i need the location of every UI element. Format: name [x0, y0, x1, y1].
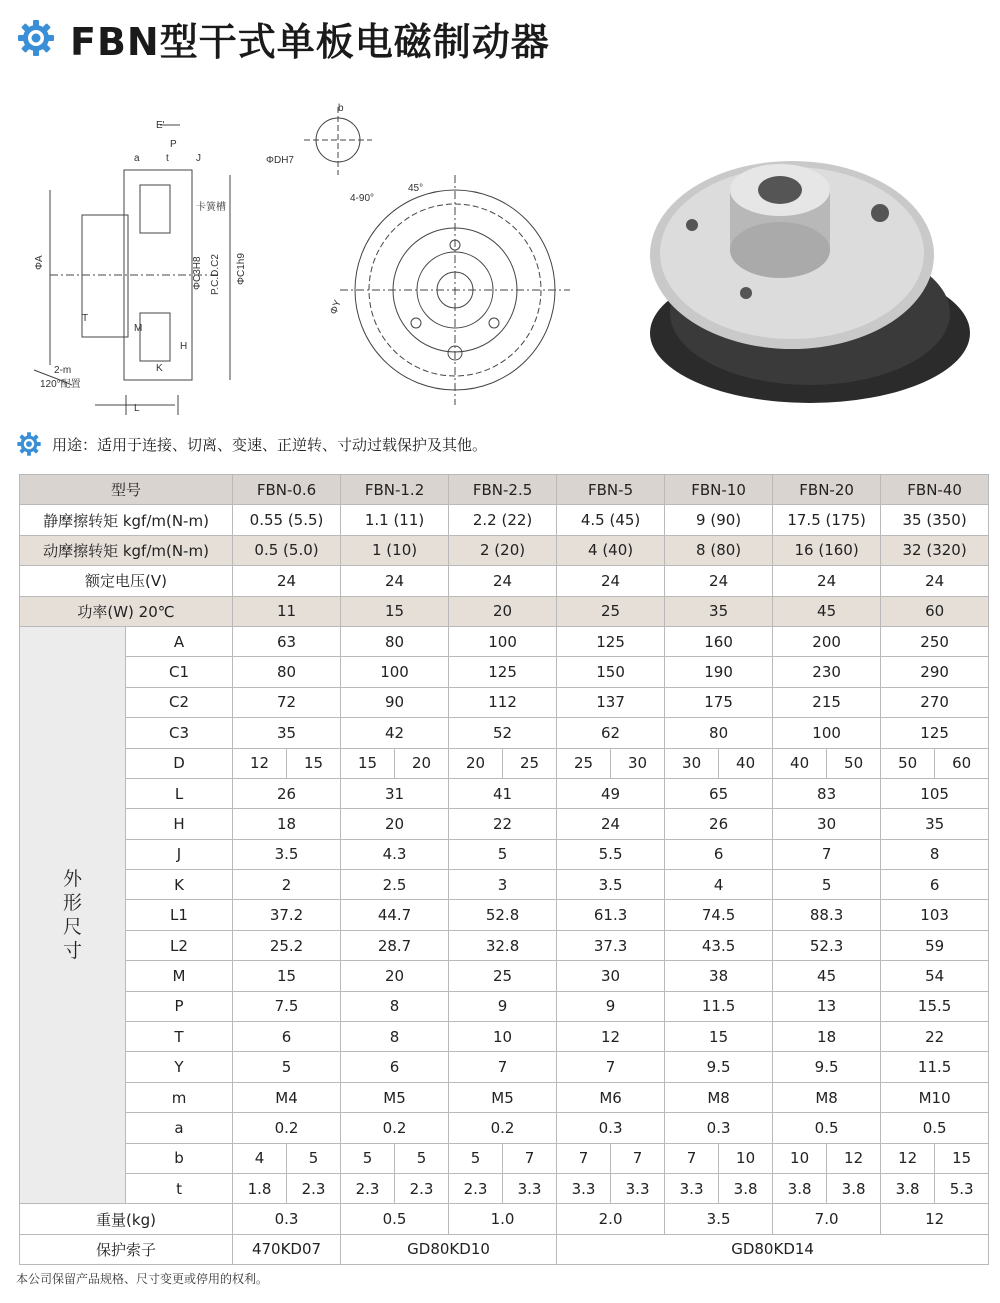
table-row	[20, 900, 989, 930]
dim-name-H: H	[126, 809, 233, 839]
cell-dim-Y-3: 7	[557, 1052, 665, 1082]
table-row	[20, 748, 989, 778]
table-row	[20, 1204, 989, 1234]
dim-name-C1: C1	[126, 657, 233, 687]
cell-dim-C3-3: 62	[557, 718, 665, 748]
cell-protector-2: GD80KD14	[557, 1234, 989, 1264]
cell-dim-C1-2: 125	[449, 657, 557, 687]
cell-dim-A-2: 100	[449, 626, 557, 656]
cell-dim-T-2: 10	[449, 1022, 557, 1052]
cell-dim-L1-4: 74.5	[665, 900, 773, 930]
cell-dim-D-13: 60	[935, 748, 989, 778]
table-row	[20, 870, 989, 900]
cell-dim-C3-0: 35	[233, 718, 341, 748]
row-label-static-torque: 静摩擦转矩 kgf/m(N-m)	[20, 505, 233, 535]
cell-dim-J-4: 6	[665, 839, 773, 869]
cell-dim-L-6: 105	[881, 778, 989, 808]
cell-dim-b-12: 12	[881, 1143, 935, 1173]
cell-dim-A-4: 160	[665, 626, 773, 656]
cell-dim-P-2: 9	[449, 991, 557, 1021]
cell-power-2: 20	[449, 596, 557, 626]
cell-dim-b-7: 7	[611, 1143, 665, 1173]
cell-dim-L-4: 65	[665, 778, 773, 808]
cell-dim-Y-6: 11.5	[881, 1052, 989, 1082]
cell-dim-T-1: 8	[341, 1022, 449, 1052]
cell-dim-Y-4: 9.5	[665, 1052, 773, 1082]
cell-dim-A-6: 250	[881, 626, 989, 656]
cell-dim-J-1: 4.3	[341, 839, 449, 869]
cell-dim-T-5: 18	[773, 1022, 881, 1052]
cell-dim-L2-6: 59	[881, 930, 989, 960]
cell-dim-H-3: 24	[557, 809, 665, 839]
row-label-dynamic-torque: 动摩擦转矩 kgf/m(N-m)	[20, 535, 233, 565]
cell-dim-K-5: 5	[773, 870, 881, 900]
cell-dim-P-5: 13	[773, 991, 881, 1021]
cell-dim-T-6: 22	[881, 1022, 989, 1052]
cell-dynamic-torque-4: 8 (80)	[665, 535, 773, 565]
cell-dim-t-4: 2.3	[449, 1173, 503, 1203]
table-row	[20, 1022, 989, 1052]
dim-name-a: a	[126, 1113, 233, 1143]
label-k-dim: K	[156, 363, 163, 374]
cell-dim-A-3: 125	[557, 626, 665, 656]
cell-dynamic-torque-1: 1 (10)	[341, 535, 449, 565]
cell-dim-m-4: M8	[665, 1082, 773, 1112]
dimensions-side-label: 外 形 尺 寸	[20, 626, 126, 1203]
cell-dim-H-5: 30	[773, 809, 881, 839]
cell-dim-t-11: 3.8	[827, 1173, 881, 1203]
table-row	[20, 1113, 989, 1143]
cell-dim-L-5: 83	[773, 778, 881, 808]
cell-dim-m-1: M5	[341, 1082, 449, 1112]
cell-dim-D-1: 15	[287, 748, 341, 778]
gear-icon	[16, 18, 56, 58]
dim-name-L1: L1	[126, 900, 233, 930]
cell-dynamic-torque-5: 16 (160)	[773, 535, 881, 565]
cell-dim-C1-4: 190	[665, 657, 773, 687]
cell-dim-C2-5: 215	[773, 687, 881, 717]
cell-dim-T-0: 6	[233, 1022, 341, 1052]
cell-dim-t-0: 1.8	[233, 1173, 287, 1203]
cell-voltage-6: 24	[881, 566, 989, 596]
cell-dim-C3-5: 100	[773, 718, 881, 748]
cell-dim-L-3: 49	[557, 778, 665, 808]
label-j: J	[196, 153, 201, 164]
table-row	[20, 596, 989, 626]
dim-name-M: M	[126, 961, 233, 991]
table-row	[20, 961, 989, 991]
cell-dim-L-1: 31	[341, 778, 449, 808]
cell-dynamic-torque-6: 32 (320)	[881, 535, 989, 565]
dim-name-K: K	[126, 870, 233, 900]
page-title: FBN型干式单板电磁制动器	[70, 19, 550, 64]
label-l-dim: L	[134, 403, 140, 414]
table-row	[20, 505, 989, 535]
cell-dim-L-2: 41	[449, 778, 557, 808]
cell-dim-L-0: 26	[233, 778, 341, 808]
cell-dim-L2-0: 25.2	[233, 930, 341, 960]
cell-dim-P-6: 15.5	[881, 991, 989, 1021]
cell-dim-L1-2: 52.8	[449, 900, 557, 930]
cell-dim-C2-6: 270	[881, 687, 989, 717]
header-model-6: FBN-40	[881, 475, 989, 505]
cell-dim-M-0: 15	[233, 961, 341, 991]
cell-dim-L2-4: 43.5	[665, 930, 773, 960]
cell-dim-H-1: 20	[341, 809, 449, 839]
cell-dim-Y-1: 6	[341, 1052, 449, 1082]
cell-voltage-0: 24	[233, 566, 341, 596]
table-row	[20, 1052, 989, 1082]
cell-dim-J-5: 7	[773, 839, 881, 869]
cell-dim-D-8: 30	[665, 748, 719, 778]
table-row	[20, 930, 989, 960]
side-view-labels	[34, 120, 247, 414]
figure-area	[30, 95, 980, 415]
cell-dim-L1-6: 103	[881, 900, 989, 930]
label-2m: 2-m	[54, 365, 72, 376]
cell-dim-D-6: 25	[557, 748, 611, 778]
cell-dim-a-0: 0.2	[233, 1113, 341, 1143]
cell-dim-J-3: 5.5	[557, 839, 665, 869]
label-b: b	[338, 103, 344, 114]
cell-dim-D-7: 30	[611, 748, 665, 778]
cell-dim-P-3: 9	[557, 991, 665, 1021]
table-row	[20, 809, 989, 839]
cell-dim-t-8: 3.3	[665, 1173, 719, 1203]
cell-weight-2: 1.0	[449, 1204, 557, 1234]
cell-dim-C1-6: 290	[881, 657, 989, 687]
cell-dim-Y-5: 9.5	[773, 1052, 881, 1082]
cell-dim-K-0: 2	[233, 870, 341, 900]
cell-dim-a-3: 0.3	[557, 1113, 665, 1143]
cell-dim-K-3: 3.5	[557, 870, 665, 900]
cell-dim-t-3: 2.3	[395, 1173, 449, 1203]
cell-dim-M-1: 20	[341, 961, 449, 991]
dim-name-A: A	[126, 626, 233, 656]
cell-dim-L1-3: 61.3	[557, 900, 665, 930]
table-header-row	[20, 475, 989, 505]
cell-dim-C3-1: 42	[341, 718, 449, 748]
cell-dim-a-5: 0.5	[773, 1113, 881, 1143]
cell-dim-t-6: 3.3	[557, 1173, 611, 1203]
cell-dim-C2-1: 90	[341, 687, 449, 717]
table-row	[20, 1234, 989, 1264]
row-label-power: 功率(W) 20℃	[20, 596, 233, 626]
header-model-2: FBN-2.5	[449, 475, 557, 505]
cell-dim-b-3: 5	[395, 1143, 449, 1173]
header-model-1: FBN-1.2	[341, 475, 449, 505]
cell-dim-b-9: 10	[719, 1143, 773, 1173]
table-row	[20, 657, 989, 687]
cell-dim-m-5: M8	[773, 1082, 881, 1112]
dim-name-L2: L2	[126, 930, 233, 960]
label-t: t	[166, 153, 169, 164]
cell-dim-J-6: 8	[881, 839, 989, 869]
cell-dim-D-10: 40	[773, 748, 827, 778]
dim-name-D: D	[126, 748, 233, 778]
usage-row	[16, 430, 487, 458]
cell-static-torque-4: 9 (90)	[665, 505, 773, 535]
header-model-0: FBN-0.6	[233, 475, 341, 505]
cell-power-1: 15	[341, 596, 449, 626]
table-row	[20, 1173, 989, 1203]
cell-static-torque-5: 17.5 (175)	[773, 505, 881, 535]
cell-dim-D-3: 20	[395, 748, 449, 778]
cell-dim-C2-3: 137	[557, 687, 665, 717]
cell-dynamic-torque-2: 2 (20)	[449, 535, 557, 565]
dim-name-m: m	[126, 1082, 233, 1112]
cell-dim-D-12: 50	[881, 748, 935, 778]
cell-static-torque-3: 4.5 (45)	[557, 505, 665, 535]
front-view-labels	[266, 103, 423, 316]
table-row	[20, 1082, 989, 1112]
cell-voltage-1: 24	[341, 566, 449, 596]
label-m-dim: M	[134, 323, 143, 334]
cell-dim-b-6: 7	[557, 1143, 611, 1173]
cell-dim-m-0: M4	[233, 1082, 341, 1112]
cell-dim-A-1: 80	[341, 626, 449, 656]
cell-dim-C2-0: 72	[233, 687, 341, 717]
dim-name-T: T	[126, 1022, 233, 1052]
cell-dim-A-0: 63	[233, 626, 341, 656]
cell-dim-P-1: 8	[341, 991, 449, 1021]
cell-dim-C3-2: 52	[449, 718, 557, 748]
cell-voltage-2: 24	[449, 566, 557, 596]
label-phi-c3: ΦC3H8	[192, 256, 203, 290]
cell-dim-L1-1: 44.7	[341, 900, 449, 930]
cell-dim-m-6: M10	[881, 1082, 989, 1112]
cell-dim-D-5: 25	[503, 748, 557, 778]
cell-dim-T-4: 15	[665, 1022, 773, 1052]
label-e: E'	[156, 120, 165, 131]
label-t-dim: T	[82, 313, 89, 324]
label-p: P	[170, 139, 177, 150]
cell-dim-b-5: 7	[503, 1143, 557, 1173]
header-model-3: FBN-5	[557, 475, 665, 505]
table-row	[20, 718, 989, 748]
cell-dim-L2-5: 52.3	[773, 930, 881, 960]
cell-weight-6: 12	[881, 1204, 989, 1234]
product-photo	[650, 161, 970, 403]
cell-power-0: 11	[233, 596, 341, 626]
cell-dim-K-6: 6	[881, 870, 989, 900]
cell-dim-t-12: 3.8	[881, 1173, 935, 1203]
dim-name-P: P	[126, 991, 233, 1021]
cell-dim-P-4: 11.5	[665, 991, 773, 1021]
cell-dim-D-0: 12	[233, 748, 287, 778]
cell-dim-t-10: 3.8	[773, 1173, 827, 1203]
dim-name-b: b	[126, 1143, 233, 1173]
table-row	[20, 991, 989, 1021]
cell-dim-b-13: 15	[935, 1143, 989, 1173]
cell-dim-a-1: 0.2	[341, 1113, 449, 1143]
spec-table	[19, 474, 989, 1265]
cell-dim-C3-4: 80	[665, 718, 773, 748]
cell-dim-t-7: 3.3	[611, 1173, 665, 1203]
row-label-voltage: 额定电压(V)	[20, 566, 233, 596]
cell-weight-1: 0.5	[341, 1204, 449, 1234]
cell-dim-C3-6: 125	[881, 718, 989, 748]
label-h-dim: H	[180, 341, 188, 352]
title-row	[16, 10, 550, 66]
cell-dim-H-4: 26	[665, 809, 773, 839]
label-phi-y: ΦY	[328, 298, 344, 317]
cell-weight-4: 3.5	[665, 1204, 773, 1234]
cell-dim-C1-1: 100	[341, 657, 449, 687]
table-row	[20, 535, 989, 565]
cell-weight-5: 7.0	[773, 1204, 881, 1234]
cell-dim-C2-2: 112	[449, 687, 557, 717]
cell-dim-Y-2: 7	[449, 1052, 557, 1082]
cell-dim-L2-2: 32.8	[449, 930, 557, 960]
cell-dim-t-2: 2.3	[341, 1173, 395, 1203]
cell-dim-M-2: 25	[449, 961, 557, 991]
cell-dim-M-5: 45	[773, 961, 881, 991]
gear-icon	[16, 431, 42, 457]
cell-dim-Y-0: 5	[233, 1052, 341, 1082]
cell-dim-L1-0: 37.2	[233, 900, 341, 930]
cell-dim-t-13: 5.3	[935, 1173, 989, 1203]
cell-dim-b-10: 10	[773, 1143, 827, 1173]
cell-power-6: 60	[881, 596, 989, 626]
row-label-weight: 重量(kg)	[20, 1204, 233, 1234]
cell-dim-D-11: 50	[827, 748, 881, 778]
cell-dim-L2-3: 37.3	[557, 930, 665, 960]
cell-dim-a-4: 0.3	[665, 1113, 773, 1143]
cell-dynamic-torque-0: 0.5 (5.0)	[233, 535, 341, 565]
header-model-4: FBN-10	[665, 475, 773, 505]
cell-dim-M-6: 54	[881, 961, 989, 991]
cell-dim-H-2: 22	[449, 809, 557, 839]
cell-dim-t-9: 3.8	[719, 1173, 773, 1203]
dim-name-t: t	[126, 1173, 233, 1203]
label-120: 120°配置	[40, 379, 81, 390]
cell-dim-a-6: 0.5	[881, 1113, 989, 1143]
technical-drawing	[30, 95, 980, 415]
dim-name-C2: C2	[126, 687, 233, 717]
cell-dim-P-0: 7.5	[233, 991, 341, 1021]
cell-dim-D-2: 15	[341, 748, 395, 778]
label-a: a	[134, 153, 140, 164]
label-snap-ring: 卡簧槽	[196, 202, 226, 213]
cell-dim-m-2: M5	[449, 1082, 557, 1112]
cell-dim-A-5: 200	[773, 626, 881, 656]
table-row	[20, 839, 989, 869]
cell-dim-t-5: 3.3	[503, 1173, 557, 1203]
cell-dim-b-8: 7	[665, 1143, 719, 1173]
cell-dynamic-torque-3: 4 (40)	[557, 535, 665, 565]
header-model-label: 型号	[20, 475, 233, 505]
cell-power-4: 35	[665, 596, 773, 626]
cell-voltage-3: 24	[557, 566, 665, 596]
cell-protector-1: GD80KD10	[341, 1234, 557, 1264]
cell-dim-b-0: 4	[233, 1143, 287, 1173]
cell-voltage-5: 24	[773, 566, 881, 596]
cell-weight-3: 2.0	[557, 1204, 665, 1234]
cell-power-5: 45	[773, 596, 881, 626]
cell-dim-b-4: 5	[449, 1143, 503, 1173]
footnote: 本公司保留产品规格、尺寸变更或停用的权利。	[16, 1272, 269, 1286]
cell-dim-H-6: 35	[881, 809, 989, 839]
label-phi-a: ΦA	[34, 255, 45, 270]
cell-static-torque-1: 1.1 (11)	[341, 505, 449, 535]
cell-protector-0: 470KD07	[233, 1234, 341, 1264]
label-4-90: 4-90°	[350, 193, 375, 204]
cell-dim-L2-1: 28.7	[341, 930, 449, 960]
usage-text: 用途：适用于连接、切离、变速、正逆转、寸动过载保护及其他。	[52, 435, 488, 454]
cell-dim-t-1: 2.3	[287, 1173, 341, 1203]
cell-voltage-4: 24	[665, 566, 773, 596]
cell-dim-D-9: 40	[719, 748, 773, 778]
cell-dim-b-2: 5	[341, 1143, 395, 1173]
front-view-drawing	[304, 107, 570, 405]
table-row	[20, 566, 989, 596]
table-row	[20, 687, 989, 717]
table-row	[20, 778, 989, 808]
cell-dim-b-11: 12	[827, 1143, 881, 1173]
header-model-5: FBN-20	[773, 475, 881, 505]
cell-dim-a-2: 0.2	[449, 1113, 557, 1143]
cell-static-torque-6: 35 (350)	[881, 505, 989, 535]
cell-dim-J-0: 3.5	[233, 839, 341, 869]
dim-name-J: J	[126, 839, 233, 869]
cell-dim-m-3: M6	[557, 1082, 665, 1112]
label-phi-c1: ΦC1h9	[236, 253, 247, 285]
cell-dim-D-4: 20	[449, 748, 503, 778]
label-phi-d: ΦDH7	[266, 155, 294, 166]
cell-dim-C1-0: 80	[233, 657, 341, 687]
cell-dim-M-4: 38	[665, 961, 773, 991]
cell-static-torque-2: 2.2 (22)	[449, 505, 557, 535]
cell-dim-K-4: 4	[665, 870, 773, 900]
cell-dim-H-0: 18	[233, 809, 341, 839]
row-label-protector: 保护索子	[20, 1234, 233, 1264]
cell-weight-0: 0.3	[233, 1204, 341, 1234]
cell-dim-K-1: 2.5	[341, 870, 449, 900]
label-45: 45°	[408, 183, 424, 194]
cell-dim-C1-3: 150	[557, 657, 665, 687]
dim-name-C3: C3	[126, 718, 233, 748]
cell-static-torque-0: 0.55 (5.5)	[233, 505, 341, 535]
cell-dim-T-3: 12	[557, 1022, 665, 1052]
cell-dim-L1-5: 88.3	[773, 900, 881, 930]
cell-dim-C2-4: 175	[665, 687, 773, 717]
label-pcd-c2: P.C.D.C2	[210, 254, 221, 295]
cell-dim-J-2: 5	[449, 839, 557, 869]
dim-name-Y: Y	[126, 1052, 233, 1082]
cell-power-3: 25	[557, 596, 665, 626]
cell-dim-K-2: 3	[449, 870, 557, 900]
cell-dim-C1-5: 230	[773, 657, 881, 687]
table-row	[20, 1143, 989, 1173]
table-row	[20, 626, 989, 656]
dim-name-L: L	[126, 778, 233, 808]
cell-dim-b-1: 5	[287, 1143, 341, 1173]
cell-dim-M-3: 30	[557, 961, 665, 991]
